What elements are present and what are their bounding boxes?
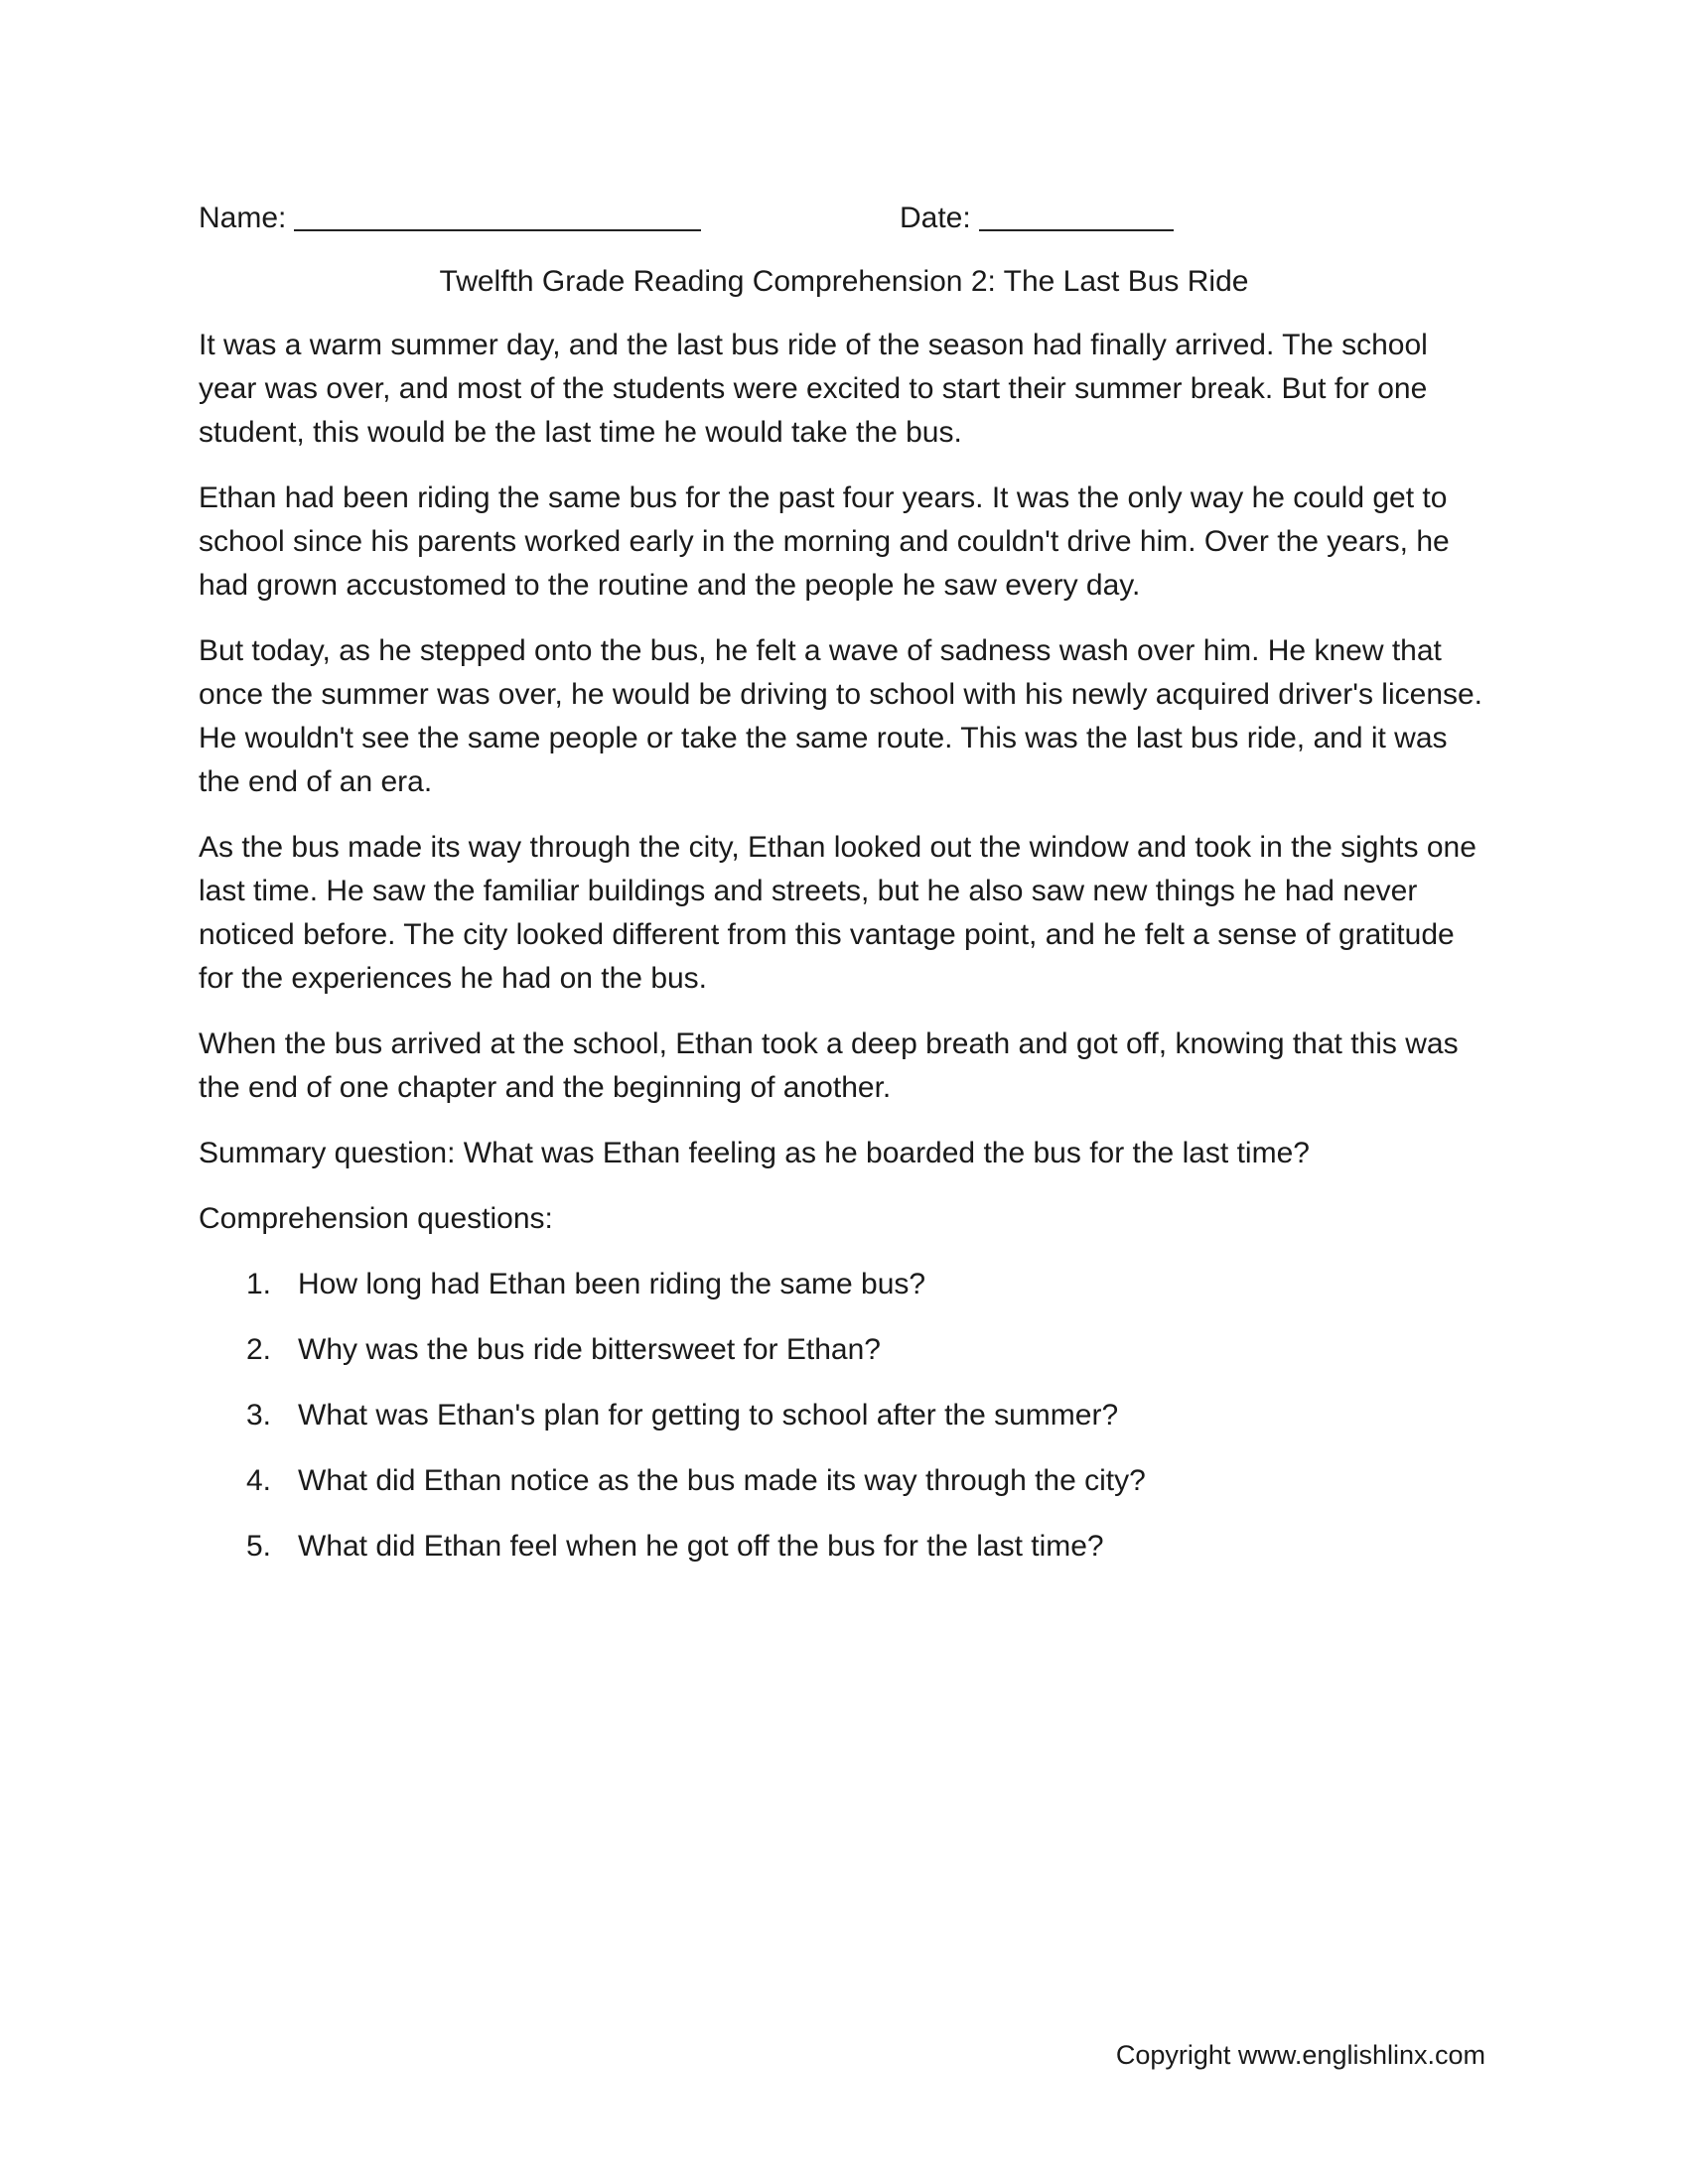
story-paragraph-5: When the bus arrived at the school, Ethan took a deep breath and got off, knowing that this was the end of one chapter and the beginning of another. xyxy=(199,1027,1459,1104)
summary-question: Summary question: What was Ethan feeling as he boarded the bus for the last time? xyxy=(199,1137,1310,1169)
question-text: Why was the bus ride bittersweet for Ethan? xyxy=(298,1333,881,1366)
question-item xyxy=(199,1525,1489,1569)
worksheet-title: Twelfth Grade Reading Comprehension 2: The Last Bus Ride xyxy=(439,265,1249,298)
question-item xyxy=(199,1328,1489,1372)
question-text: What did Ethan notice as the bus made its way through the city? xyxy=(298,1464,1146,1497)
story-paragraph-4: As the bus made its way through the city, Ethan looked out the window and took in the sights one last time. He saw the familiar buildings and streets, but he also saw new things he had never noticed before. The city looked different from this vantage point, and he felt a sense of gratitude for the experiences he had on the bus. xyxy=(199,831,1477,995)
question-item xyxy=(199,1263,1489,1306)
story-paragraph-1: It was a warm summer day, and the last bus ride of the season had finally arrived. The school year was over, and most of the students were excited to start their summer break. But for one student, this would be the last time he would take the bus. xyxy=(199,329,1428,449)
header-row xyxy=(199,195,1489,242)
date-blank-line xyxy=(979,200,1174,231)
question-number: 1. xyxy=(246,1268,272,1300)
question-number: 2. xyxy=(246,1333,272,1366)
copyright-footer: Copyright www.englishlinx.com xyxy=(1115,2040,1485,2070)
question-number: 4. xyxy=(246,1464,272,1497)
worksheet-page xyxy=(199,195,1489,1590)
date-field xyxy=(900,195,1174,242)
question-item xyxy=(199,1394,1489,1437)
question-text: How long had Ethan been riding the same bus? xyxy=(298,1268,926,1300)
date-label: Date: xyxy=(900,202,971,234)
story-paragraph-3: But today, as he stepped onto the bus, he felt a wave of sadness wash over him. He knew that once the summer was over, he would be driving to school with his newly acquired driver's license. He wouldn't see the same people or take the same route. This was the last bus ride, and it was the end of an era. xyxy=(199,634,1483,798)
question-number: 5. xyxy=(246,1530,272,1563)
name-blank-line xyxy=(294,200,701,231)
question-item xyxy=(199,1459,1489,1503)
question-list xyxy=(199,1263,1489,1569)
question-number: 3. xyxy=(246,1399,272,1432)
name-field xyxy=(199,195,701,242)
comprehension-heading: Comprehension questions: xyxy=(199,1202,553,1235)
name-label: Name: xyxy=(199,202,287,234)
question-text: What was Ethan's plan for getting to school after the summer? xyxy=(298,1399,1119,1432)
story-paragraph-2: Ethan had been riding the same bus for the past four years. It was the only way he could get to school since his parents worked early in the morning and couldn't drive him. Over the years, he had grown accustomed to the routine and the people he saw every day. xyxy=(199,481,1450,602)
question-text: What did Ethan feel when he got off the bus for the last time? xyxy=(298,1530,1104,1563)
